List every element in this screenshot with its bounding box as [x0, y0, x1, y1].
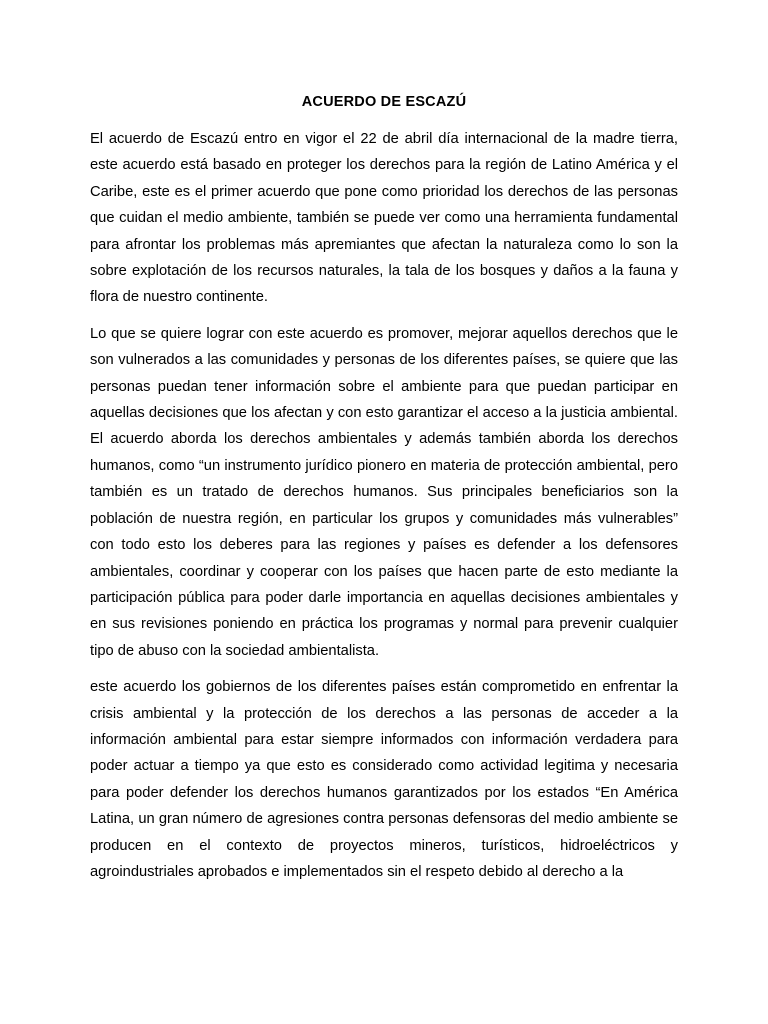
paragraph-2: Lo que se quiere lograr con este acuerdo es promover, mejorar aquellos derechos que le son vulnerados a las comunidades y personas de los diferentes países, se quiere que las personas puedan tener información sobre el ambiente para que puedan participar en aquellas decisiones que los afectan y con esto garantizar el acceso a la justicia ambiental. El acuerdo aborda los derechos ambientales y además también aborda los derechos humanos, como “un instrumento jurídico pionero en materia de protección ambiental, pero también es un tratado de derechos humanos. Sus principales beneficiarios son la población de nuestra región, en particular los grupos y comunidades más vulnerables” con todo esto los deberes para las regiones y países es defender a los defensores ambientales, coordinar y cooperar con los países que hacen parte de esto mediante la participación pública para poder darle importancia en aquellas decisiones ambientales y en sus revisiones poniendo en práctica los programas y normal para prevenir cualquier tipo de abuso con la sociedad ambientalista.: [90, 325, 678, 659]
document-body: [90, 126, 678, 895]
paragraph-3: este acuerdo los gobiernos de los diferentes países están comprometido en enfrentar la crisis ambiental y la protección de los derechos a las personas de acceder a la información ambiental para estar siempre informados con información verdadera para poder actuar a tiempo ya que esto es considerado como actividad legitima y necesaria para poder defender los derechos humanos garantizados por los estados “En América Latina, un gran número de agresiones contra personas defensoras del medio ambiente se producen en el contexto de proyectos mineros, turísticos, hidroeléctricos y agroindustriales aprobados e implementados sin el respeto debido al derecho a la: [90, 679, 678, 880]
document-title: ACUERDO DE ESCAZÚ: [301, 94, 467, 110]
paragraph-1: El acuerdo de Escazú entro en vigor el 22 de abril día internacional de la madre tierra, este acuerdo está basado en proteger los derechos para la región de Latino América y el Caribe, este es el primer acuerdo que pone como prioridad los derechos de las personas que cuidan el medio ambiente, también se puede ver como una herramienta fundamental para afrontar los problemas más apremiantes que afectan la naturaleza como lo son la sobre explotación de los recursos naturales, la tala de los bosques y daños a la fauna y flora de nuestro continente.: [90, 131, 678, 306]
